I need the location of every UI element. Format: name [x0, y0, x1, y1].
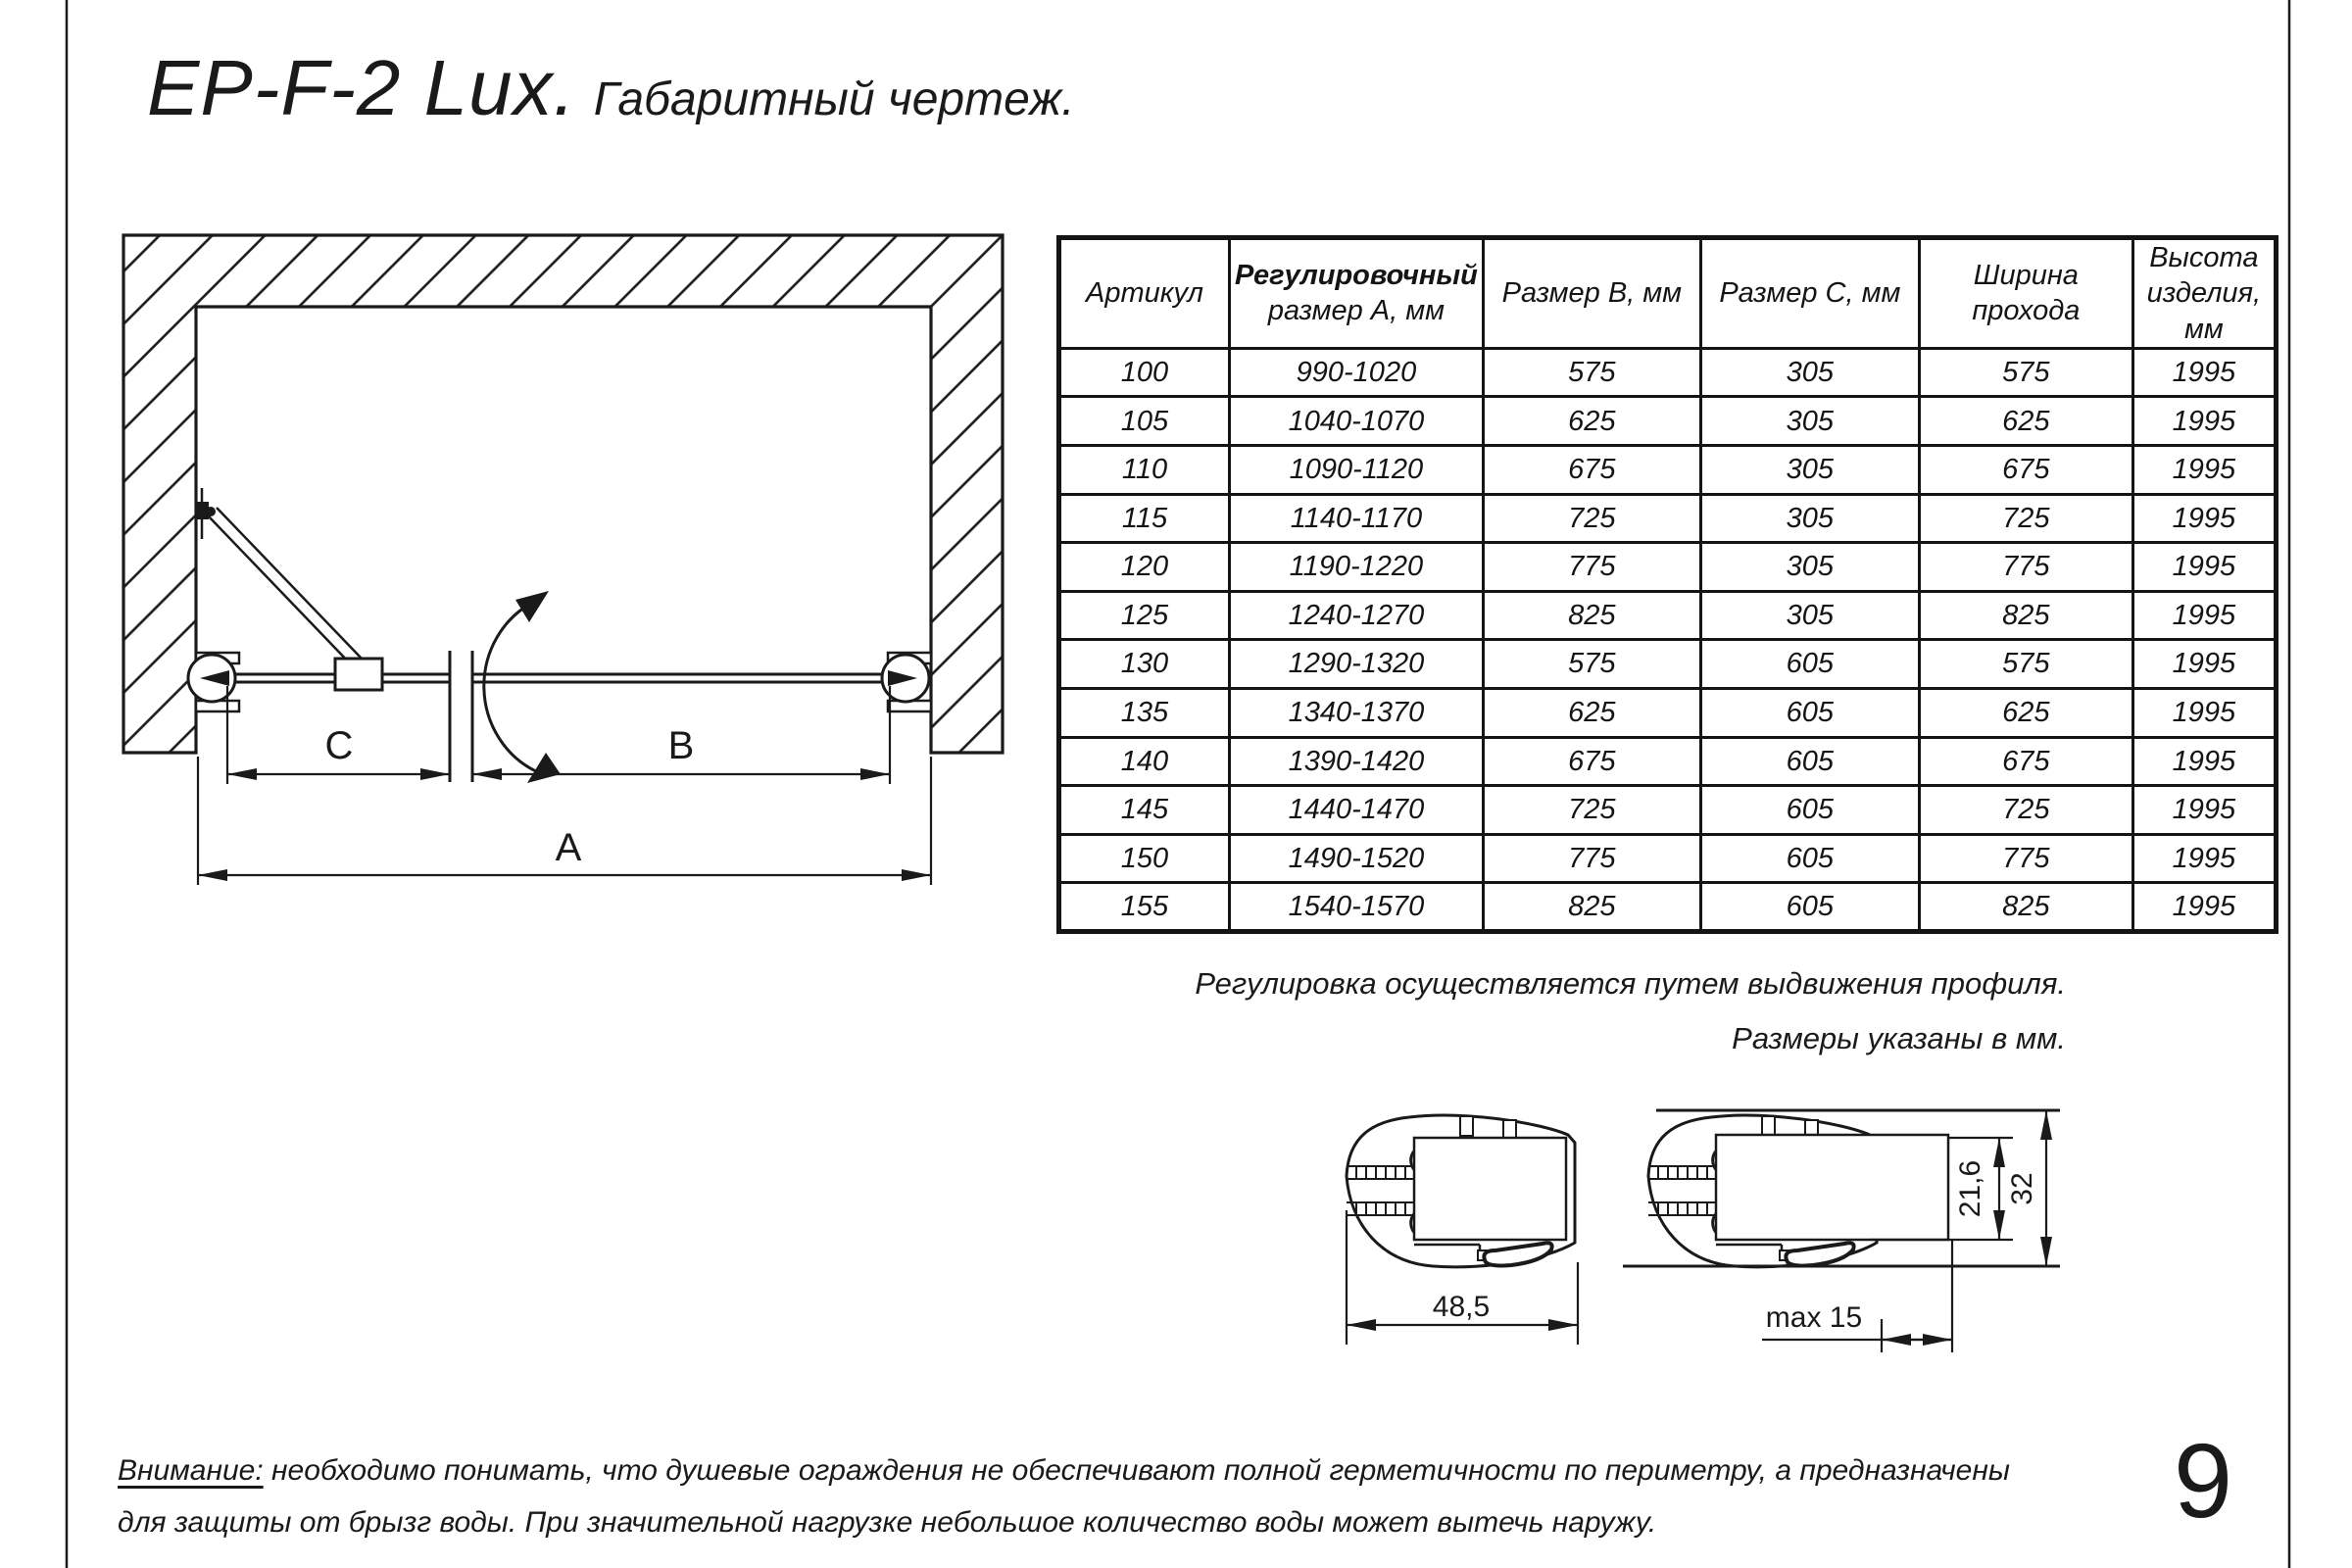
table-cell: 775	[1483, 834, 1700, 883]
table-cell: 990-1020	[1230, 348, 1484, 397]
table-cell: 725	[1919, 786, 2132, 835]
warning-label: Внимание:	[118, 1454, 264, 1487]
table-cell: 725	[1483, 494, 1700, 543]
table-cell: 825	[1919, 883, 2132, 932]
table-cell: 775	[1483, 543, 1700, 592]
table-cell: 140	[1059, 737, 1230, 786]
table-cell: 1995	[2132, 494, 2276, 543]
table-cell: 675	[1483, 445, 1700, 494]
table-cell: 150	[1059, 834, 1230, 883]
table-row	[1059, 688, 2277, 737]
table-cell: 1995	[2132, 883, 2276, 932]
table-cell: 1340-1370	[1230, 688, 1484, 737]
table-row	[1059, 397, 2277, 446]
table-cell: 305	[1700, 543, 1919, 592]
table-cell: 305	[1700, 591, 1919, 640]
table-row	[1059, 543, 2277, 592]
model-name: EP-F-2 Lux.	[147, 44, 576, 131]
support-bar	[196, 488, 362, 667]
profile-section-left	[1347, 1115, 1578, 1345]
glass-screen	[227, 674, 882, 682]
dim-label-c: C	[324, 724, 354, 767]
plan-view	[123, 235, 1003, 885]
warning-text-1: необходимо понимать, что душевые ограждения не обеспечивают полной герметичности по периметру, а предназначены	[263, 1454, 2010, 1487]
table-cell: 725	[1919, 494, 2132, 543]
table-cell: 825	[1919, 591, 2132, 640]
table-cell: 775	[1919, 543, 2132, 592]
table-cell: 1040-1070	[1230, 397, 1484, 446]
table-row	[1059, 883, 2277, 932]
table-cell: 1440-1470	[1230, 786, 1484, 835]
table-cell: 675	[1919, 737, 2132, 786]
panel-connector	[335, 659, 382, 690]
dim-label-a: A	[555, 826, 582, 869]
table-cell: 725	[1483, 786, 1700, 835]
table-cell: 675	[1919, 445, 2132, 494]
table-body	[1059, 348, 2277, 931]
table-cell: 125	[1059, 591, 1230, 640]
table-cell: 110	[1059, 445, 1230, 494]
table-cell: 825	[1483, 883, 1700, 932]
header-size-b: Размер В, мм	[1483, 238, 1700, 349]
adjustment-note: Регулировка осуществляется путем выдвижения профиля.	[1195, 966, 2066, 1001]
table-cell: 1995	[2132, 688, 2276, 737]
header-size-a: Регулировочный размер А, мм	[1230, 238, 1484, 349]
door-swing-arc	[484, 591, 561, 783]
table-cell: 1995	[2132, 543, 2276, 592]
table-cell: 120	[1059, 543, 1230, 592]
profile-adjust-dim: max 15	[1765, 1301, 1863, 1334]
table-cell: 605	[1700, 834, 1919, 883]
table-row	[1059, 348, 2277, 397]
table-row	[1059, 786, 2277, 835]
table-cell: 605	[1700, 786, 1919, 835]
table-header	[1059, 238, 2277, 349]
table-cell: 305	[1700, 348, 1919, 397]
wall-profile-left	[188, 653, 239, 711]
table-cell: 825	[1483, 591, 1700, 640]
table-cell: 1090-1120	[1230, 445, 1484, 494]
table-cell: 605	[1700, 640, 1919, 689]
table-cell: 130	[1059, 640, 1230, 689]
table-cell: 625	[1483, 397, 1700, 446]
units-note: Размеры указаны в мм.	[1732, 1021, 2066, 1055]
header-articul: Артикул	[1059, 238, 1230, 349]
table-cell: 575	[1483, 348, 1700, 397]
profile-section-right	[1623, 1110, 2060, 1352]
table-cell: 1995	[2132, 591, 2276, 640]
table-cell: 575	[1919, 640, 2132, 689]
table-cell: 575	[1483, 640, 1700, 689]
profile-outer-dim: 32	[2006, 1172, 2038, 1205]
table-cell: 135	[1059, 688, 1230, 737]
table-row	[1059, 834, 2277, 883]
table-cell: 145	[1059, 786, 1230, 835]
table-cell: 1995	[2132, 397, 2276, 446]
table-cell: 1240-1270	[1230, 591, 1484, 640]
table-cell: 155	[1059, 883, 1230, 932]
header-pass-width: Ширина прохода	[1919, 238, 2132, 349]
table-cell: 1995	[2132, 348, 2276, 397]
table-cell: 625	[1483, 688, 1700, 737]
table-cell: 1490-1520	[1230, 834, 1484, 883]
header-size-c: Размер С, мм	[1700, 238, 1919, 349]
table-cell: 575	[1919, 348, 2132, 397]
table-cell: 1540-1570	[1230, 883, 1484, 932]
profile-width-dim: 48,5	[1432, 1291, 1491, 1323]
table-row	[1059, 591, 2277, 640]
table-cell: 1995	[2132, 786, 2276, 835]
warning-line-1	[118, 1454, 2010, 1488]
table-cell: 1995	[2132, 445, 2276, 494]
header-product-height: Высота изделия, мм	[2132, 238, 2276, 349]
dim-label-b: B	[667, 724, 695, 767]
table-cell: 1290-1320	[1230, 640, 1484, 689]
table-cell: 1190-1220	[1230, 543, 1484, 592]
table-cell: 625	[1919, 397, 2132, 446]
table-cell: 305	[1700, 397, 1919, 446]
table-cell: 675	[1483, 737, 1700, 786]
table-row	[1059, 640, 2277, 689]
table-row	[1059, 737, 2277, 786]
table-cell: 305	[1700, 494, 1919, 543]
table-cell: 115	[1059, 494, 1230, 543]
table-cell: 1995	[2132, 834, 2276, 883]
table-cell: 605	[1700, 737, 1919, 786]
profile-inner-dim: 21,6	[1954, 1159, 1986, 1218]
size-table	[1056, 235, 2278, 934]
table-cell: 305	[1700, 445, 1919, 494]
table-cell: 605	[1700, 688, 1919, 737]
table-cell: 605	[1700, 883, 1919, 932]
table-cell: 625	[1919, 688, 2132, 737]
table-row	[1059, 445, 2277, 494]
page-number: 9	[2174, 1421, 2233, 1540]
dimension-a	[198, 757, 931, 885]
table-cell: 1995	[2132, 737, 2276, 786]
table-cell: 775	[1919, 834, 2132, 883]
table-cell: 105	[1059, 397, 1230, 446]
table-row	[1059, 494, 2277, 543]
warning-line-2: для защиты от брызг воды. При значительной нагрузке небольшое количество воды может вытечь наружу.	[118, 1506, 1657, 1539]
dimension-c	[227, 686, 450, 784]
table-cell: 1995	[2132, 640, 2276, 689]
table-cell: 1390-1420	[1230, 737, 1484, 786]
table-cell: 100	[1059, 348, 1230, 397]
page-title	[147, 43, 1075, 133]
table-cell: 1140-1170	[1230, 494, 1484, 543]
title-subtitle: Габаритный чертеж.	[593, 74, 1075, 125]
